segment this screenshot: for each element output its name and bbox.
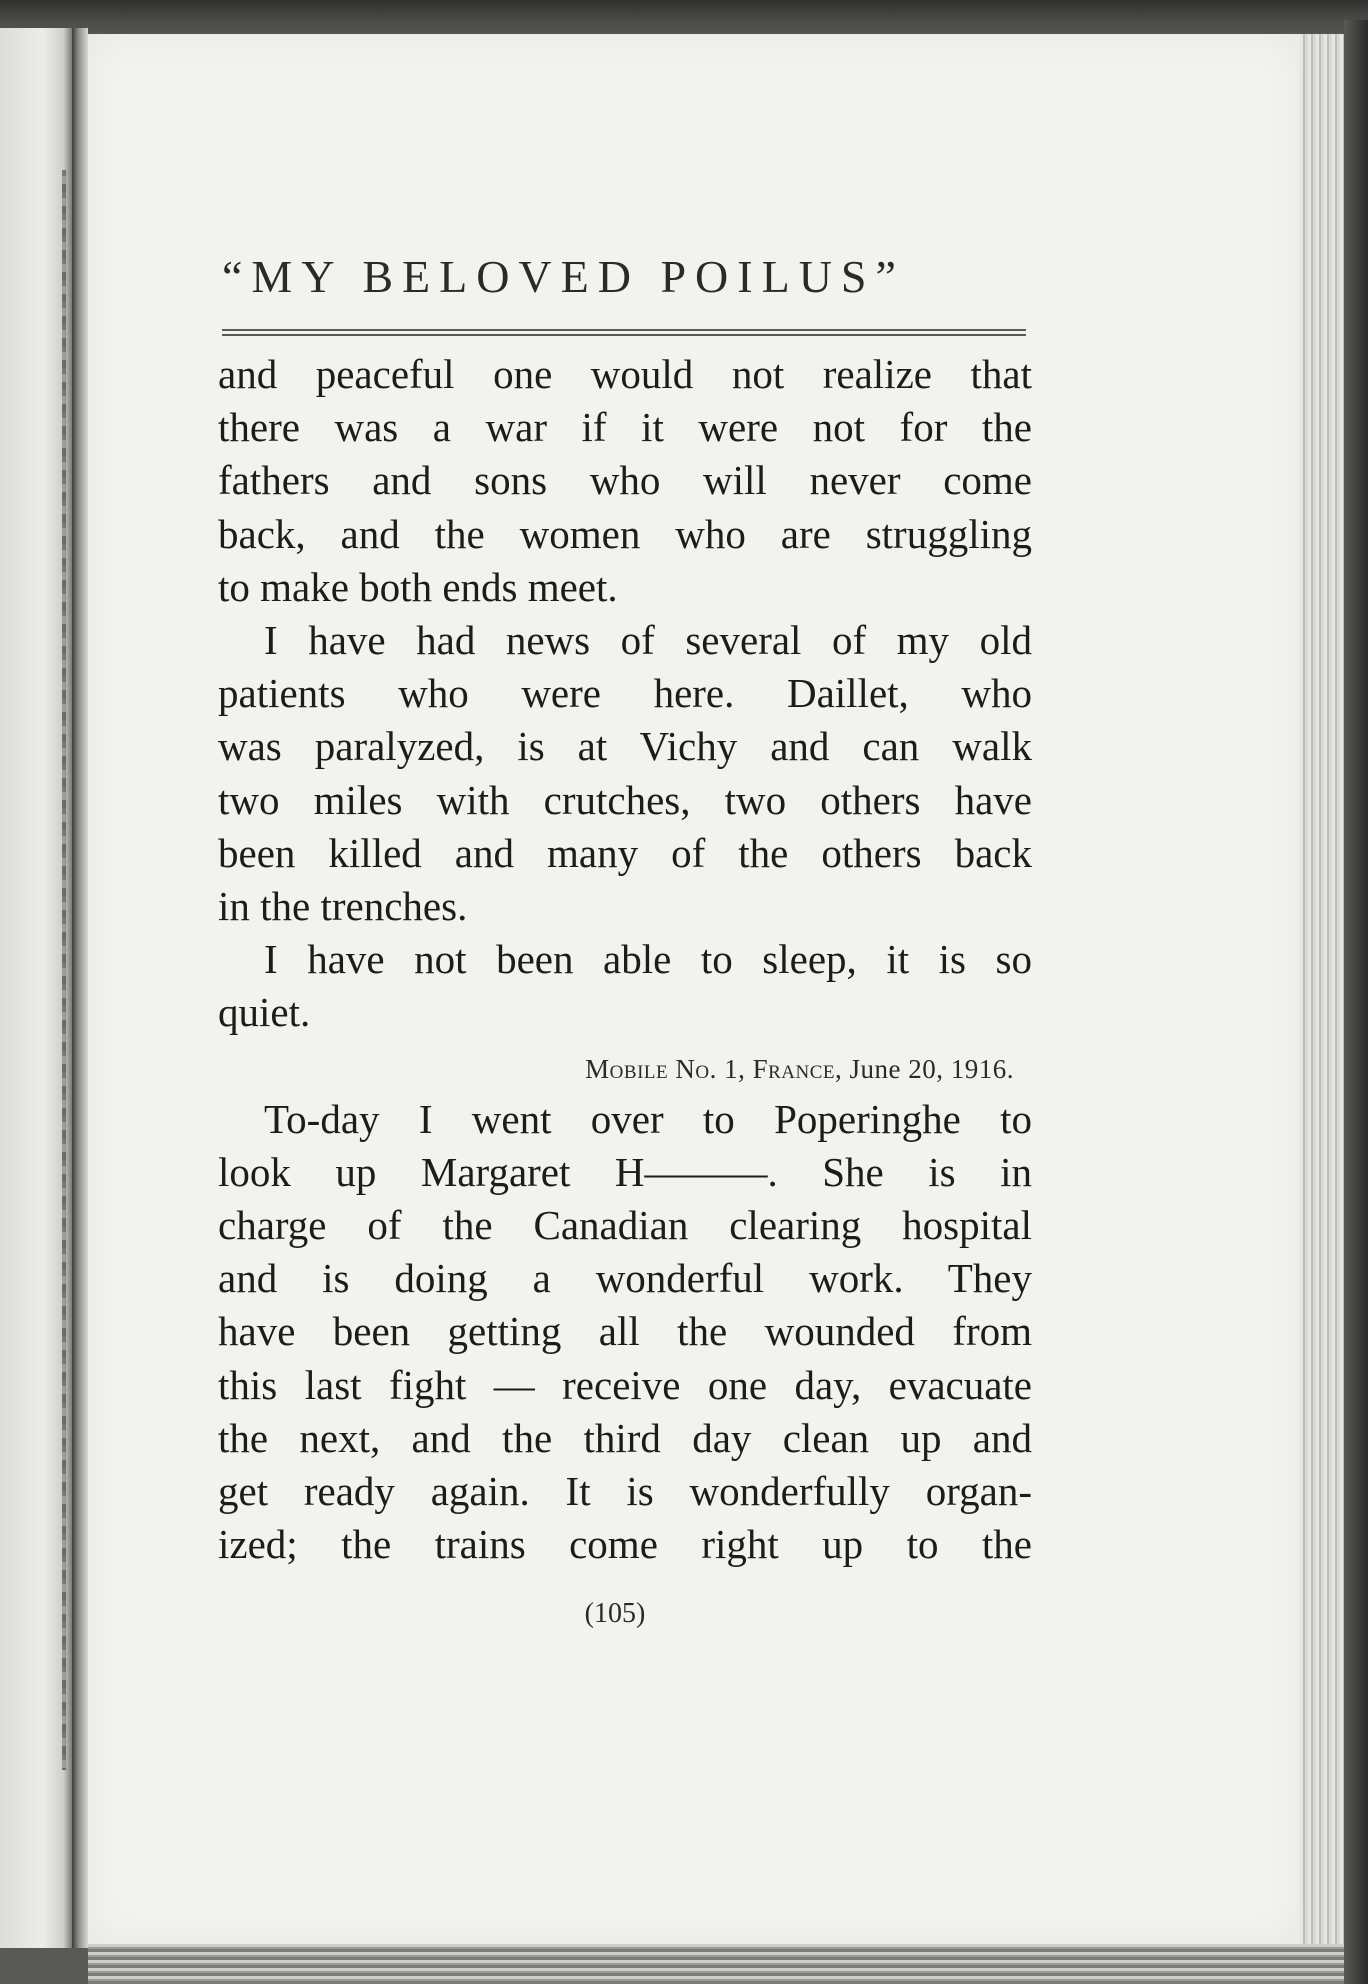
- text-line: ized; the trains come right up to the: [218, 1521, 1032, 1568]
- page-number: (105): [584, 1598, 646, 1629]
- text-line: and is doing a wonderful work. They: [218, 1255, 1032, 1302]
- text-line: the next, and the third day clean up and: [218, 1414, 1032, 1461]
- diary-entry: [218, 1093, 1032, 1572]
- text-line: I have not been able to sleep, it is so: [264, 936, 1032, 983]
- text-line: and peaceful one would not realize that: [218, 351, 1032, 397]
- paragraph: [218, 614, 1032, 933]
- dateline-place: Mobile No. 1, France,: [585, 1054, 843, 1085]
- text-line: get ready again. It is wonderfully organ-: [218, 1467, 1032, 1514]
- text-line: been killed and many of the others back: [218, 829, 1032, 876]
- text-line: To-day I went over to Poperinghe to: [264, 1095, 1032, 1142]
- book-cover-edge: [1344, 20, 1368, 1984]
- text-line: back, and the women who are struggling: [218, 510, 1032, 557]
- text-line: I have had news of several of my old: [264, 616, 1032, 663]
- running-head: “MY BELOVED POILUS”: [222, 251, 905, 302]
- text-line: to make both ends meet.: [218, 563, 618, 610]
- text-line: charge of the Canadian clearing hospital: [218, 1202, 1032, 1248]
- text-line: patients who were here. Daillet, who: [218, 670, 1032, 717]
- text-line: there was a war if it were not for the: [218, 404, 1032, 451]
- text-line: two miles with crutches, two others have: [218, 776, 1032, 823]
- text-line: in the trenches.: [218, 882, 468, 929]
- text-line: was paralyzed, is at Vichy and can walk: [218, 723, 1032, 770]
- binding-stitch: [62, 170, 66, 1770]
- dateline: [218, 1039, 1032, 1092]
- text-line: have been getting all the wounded from: [218, 1308, 1032, 1355]
- head-rule-top: [222, 329, 1026, 331]
- text-line: look up Margaret H———. She is in: [218, 1148, 1032, 1195]
- page-stack-edges: [1300, 34, 1344, 1944]
- body-text: [218, 348, 1032, 1571]
- head-rule-bottom: [222, 334, 1026, 336]
- paragraph: [218, 933, 1032, 1039]
- text-line: this last fight — receive one day, evacuate: [218, 1361, 1032, 1408]
- text-line: quiet.: [218, 989, 311, 1036]
- book-gutter: [72, 28, 88, 1948]
- paragraph: [218, 348, 1032, 614]
- dateline-date: June 20, 1916.: [849, 1054, 1014, 1085]
- page-stack-bottom: [88, 1944, 1344, 1984]
- text-line: fathers and sons who will never come: [218, 457, 1032, 504]
